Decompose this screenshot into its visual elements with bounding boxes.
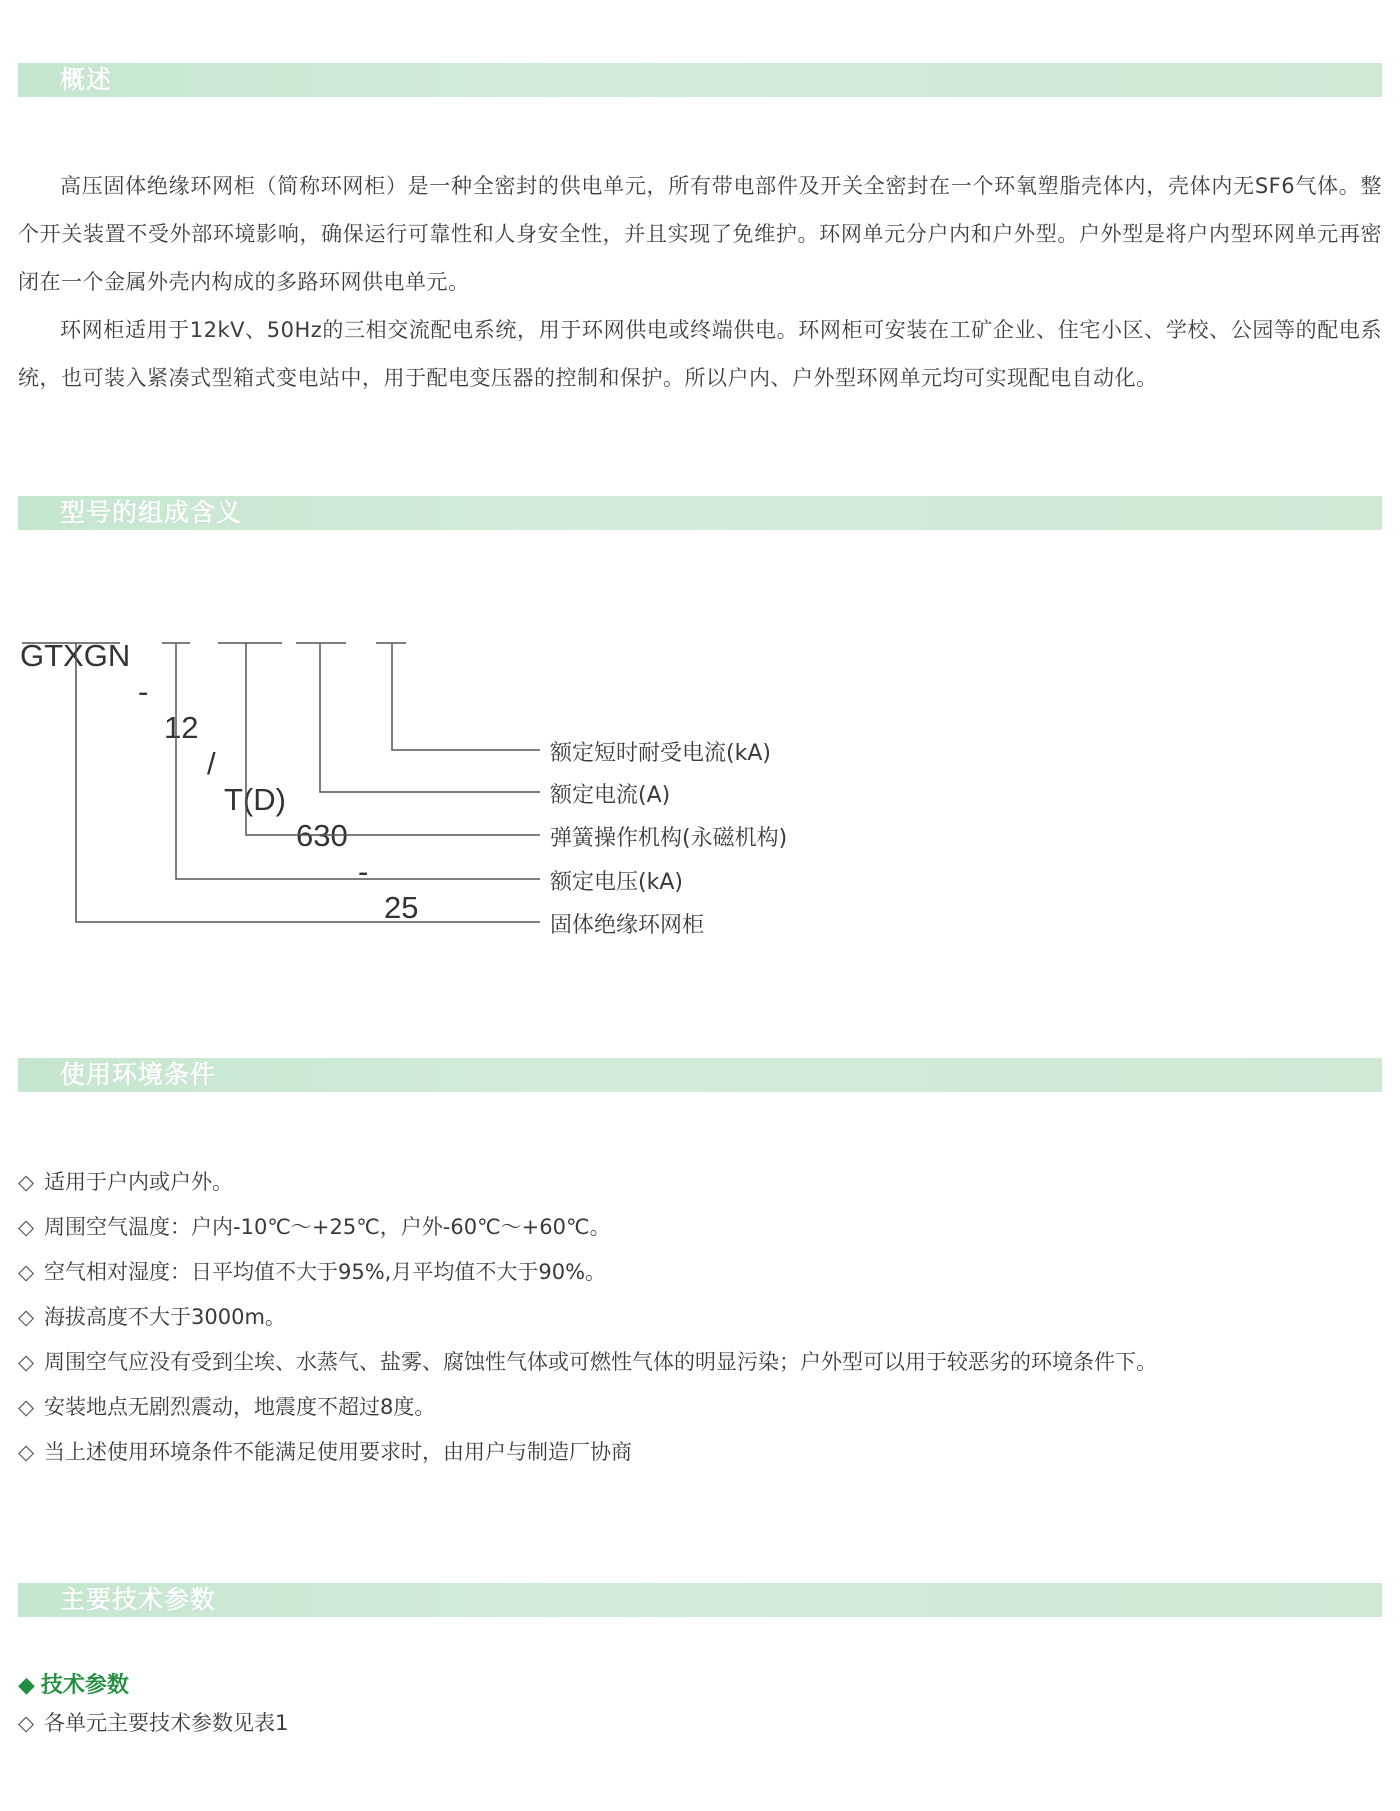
- legend-rated-voltage: 额定电压(kA): [550, 870, 683, 895]
- double-chevron-icon: [16, 496, 60, 530]
- condition-text: 空气相对湿度：日平均值不大于95%,月平均值不大于90%。: [44, 1260, 607, 1284]
- section-bar-background: [18, 1583, 1382, 1617]
- model-part-series: GTXGN: [20, 638, 131, 673]
- condition-text: 周围空气应没有受到尘埃、水蒸气、盐雾、腐蚀性气体或可燃性气体的明显污染；户外型可以用于较恶劣的环境条件下。: [44, 1350, 1157, 1374]
- model-part-voltage: 12: [164, 710, 199, 745]
- diamond-bullet-icon: ◇: [18, 1170, 35, 1194]
- tech-params-heading: [18, 1668, 129, 1699]
- tech-heading-text: 技术参数: [40, 1673, 129, 1698]
- section-header-overview: [0, 63, 1400, 97]
- solid-diamond-icon: ◆: [18, 1673, 35, 1698]
- list-item: [18, 1295, 1157, 1340]
- section-title: 概述: [60, 65, 113, 94]
- double-chevron-icon: [16, 1058, 60, 1092]
- model-separator: /: [207, 746, 216, 781]
- condition-text: 周围空气温度：户内-10℃～+25℃，户外-60℃～+60℃。: [44, 1215, 611, 1239]
- diamond-bullet-icon: ◇: [18, 1711, 35, 1735]
- overview-text: [18, 162, 1382, 402]
- diamond-bullet-icon: ◇: [18, 1305, 35, 1329]
- model-part-mechanism: T(D): [224, 782, 286, 817]
- list-item: [18, 1430, 1157, 1475]
- model-part-current: 630: [296, 818, 348, 853]
- legend-mechanism: 弹簧操作机构(永磁机构): [550, 826, 788, 851]
- conditions-list: [18, 1160, 1157, 1475]
- legend-cabinet-type: 固体绝缘环网柜: [550, 913, 705, 938]
- diamond-bullet-icon: ◇: [18, 1440, 35, 1464]
- section-header-tech-params: [0, 1583, 1400, 1617]
- model-part-short-current: 25: [384, 890, 419, 925]
- section-bar-background: [18, 1058, 1382, 1092]
- list-item: [18, 1160, 1157, 1205]
- legend-short-time-current: 额定短时耐受电流(kA): [550, 741, 771, 766]
- section-title: 使用环境条件: [60, 1060, 217, 1089]
- section-bar-background: [18, 63, 1382, 97]
- tech-params-note: [18, 1707, 288, 1737]
- overview-paragraph: 高压固体绝缘环网柜（简称环网柜）是一种全密封的供电单元，所有带电部件及开关全密封在一个环氧塑脂壳体内，壳体内无SF6气体。整个开关装置不受外部环境影响，确保运行可靠性和人身安全性，并且实现了免维护。环网单元分户内和户外型。户外型是将户内型环网单元再密闭在一个金属外壳内构成的多路环网供电单元。: [18, 174, 1382, 294]
- section-header-model: [0, 496, 1400, 530]
- model-separator: -: [138, 674, 149, 709]
- legend-rated-current: 额定电流(A): [550, 783, 671, 808]
- section-title: 型号的组成含义: [60, 498, 243, 527]
- diamond-bullet-icon: ◇: [18, 1395, 35, 1419]
- model-leader-lines: [0, 640, 560, 930]
- tech-note-text: 各单元主要技术参数见表1: [44, 1711, 289, 1735]
- condition-text: 海拔高度不大于3000m。: [44, 1305, 286, 1329]
- double-chevron-icon: [16, 1583, 60, 1617]
- model-separator: -: [358, 854, 369, 889]
- double-chevron-icon: [16, 63, 60, 97]
- list-item: [18, 1250, 1157, 1295]
- list-item: [18, 1385, 1157, 1430]
- section-header-conditions: [0, 1058, 1400, 1092]
- list-item: [18, 1205, 1157, 1250]
- diamond-bullet-icon: ◇: [18, 1350, 35, 1374]
- condition-text: 当上述使用环境条件不能满足使用要求时，由用户与制造厂协商: [44, 1440, 632, 1464]
- condition-text: 安装地点无剧烈震动，地震度不超过8度。: [44, 1395, 436, 1419]
- list-item: [18, 1340, 1157, 1385]
- diamond-bullet-icon: ◇: [18, 1215, 35, 1239]
- section-title: 主要技术参数: [60, 1585, 217, 1614]
- diamond-bullet-icon: ◇: [18, 1260, 35, 1284]
- condition-text: 适用于户内或户外。: [44, 1170, 233, 1194]
- overview-paragraph: 环网柜适用于12kV、50Hz的三相交流配电系统，用于环网供电或终端供电。环网柜可安装在工矿企业、住宅小区、学校、公园等的配电系统，也可装入紧凑式型箱式变电站中，用于配电变压器的控制和保护。所以户内、户外型环网单元均可实现配电自动化。: [18, 318, 1382, 390]
